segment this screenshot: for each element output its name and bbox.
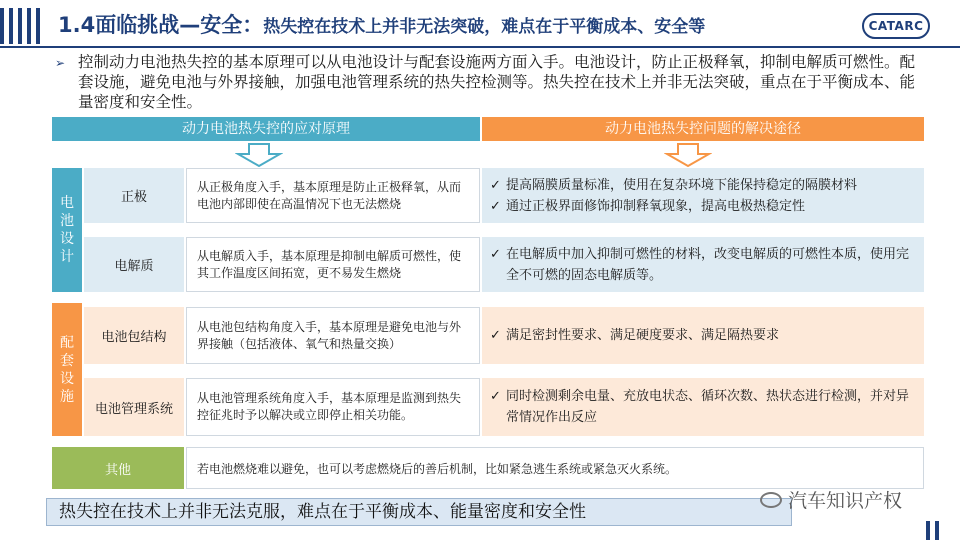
row-desc-electrolyte: 从电解质入手，基本原理是抑制电解质可燃性，使其工作温度区间拓宽，更不易发生燃烧 [186, 237, 480, 292]
row-desc-pack-structure: 从电池包结构角度入手，基本原理是避免电池与外界接触（包括液体、氧气和热量交换） [186, 307, 480, 364]
page-title [58, 9, 705, 39]
check-icon: ✓ [490, 328, 501, 343]
title-main: 1.4面临挑战—安全： [58, 13, 264, 37]
row-name-bms: 电池管理系统 [84, 378, 184, 436]
column-header-principle: 动力电池热失控的应对原理 [52, 117, 480, 141]
solution-item: ✓ 同时检测剩余电量、充放电状态、循环次数、热状态进行检测，并对异常情况作出反应 [490, 386, 916, 428]
header-bar-3 [18, 8, 22, 44]
row-solution-cathode [482, 168, 924, 223]
intro-paragraph: 控制动力电池热失控的基本原理可以从电池设计与配套设施两方面入手。电池设计，防止正极释氧，抑制电解质可燃性。配套设施，避免电池与外界接触，加强电池管理系统的热失控检测等。热失控在技术上并非无法突破，重点在于平衡成本、能量密度和安全性。 [78, 53, 916, 111]
check-icon: ✓ [490, 198, 501, 214]
row-desc-other: 若电池燃烧难以避免，也可以考虑燃烧后的善后机制，比如紧急逃生系统或紧急灭火系统。 [186, 447, 924, 489]
wechat-icon [760, 492, 782, 508]
row-solution-pack-structure [482, 307, 924, 364]
header-divider [0, 46, 960, 48]
solution-item: ✓ 在电解质中加入抑制可燃性的材料，改变电解质的可燃性本质，使用完全不可燃的固态电解质等。 [490, 244, 916, 286]
header-bar-2 [9, 8, 13, 44]
row-name-electrolyte: 电解质 [84, 237, 184, 292]
row-name-cathode: 正极 [84, 168, 184, 223]
row-solution-electrolyte [482, 237, 924, 292]
footer-bar-1 [926, 521, 930, 540]
catarc-logo: CATARC [862, 13, 930, 39]
check-icon: ✓ [490, 177, 501, 193]
solution-item: ✓ 提高隔膜质量标准，使用在复杂环境下能保持稳定的隔膜材料 [490, 175, 916, 196]
row-name-pack-structure: 电池包结构 [84, 307, 184, 364]
column-header-solution: 动力电池热失控问题的解决途径 [482, 117, 924, 141]
group-battery-design: 电池设计 [52, 168, 82, 292]
row-solution-bms [482, 378, 924, 436]
check-icon: ✓ [490, 246, 501, 262]
watermark: 汽车知识产权 [760, 486, 902, 513]
footer-bar-2 [935, 521, 939, 540]
solution-item: ✓ 通过正极界面修饰抑制释氧现象，提高电极热稳定性 [490, 196, 916, 217]
header-bar-1 [0, 8, 4, 44]
down-arrow-orange-icon [664, 143, 712, 167]
check-icon: ✓ [490, 389, 501, 404]
intro-bullet-icon: ➢ [55, 56, 66, 70]
title-sub: 热失控在技术上并非无法突破，难点在于平衡成本、安全等 [263, 17, 706, 37]
summary-banner: 热失控在技术上并非无法克服，难点在于平衡成本、能量密度和安全性 [46, 498, 792, 526]
row-desc-bms: 从电池管理系统角度入手，基本原理是监测到热失控征兆时予以解决或立即停止相关功能。 [186, 378, 480, 436]
header-bar-4 [27, 8, 31, 44]
down-arrow-blue-icon [235, 143, 283, 167]
row-desc-cathode: 从正极角度入手，基本原理是防止正极释氧，从而电池内部即使在高温情况下也无法燃烧 [186, 168, 480, 223]
solution-item: ✓ 满足密封性要求、满足硬度要求、满足隔热要求 [490, 325, 916, 346]
group-support-facilities: 配套设施 [52, 303, 82, 436]
row-name-other: 其他 [52, 447, 184, 489]
header-bar-5 [36, 8, 40, 44]
